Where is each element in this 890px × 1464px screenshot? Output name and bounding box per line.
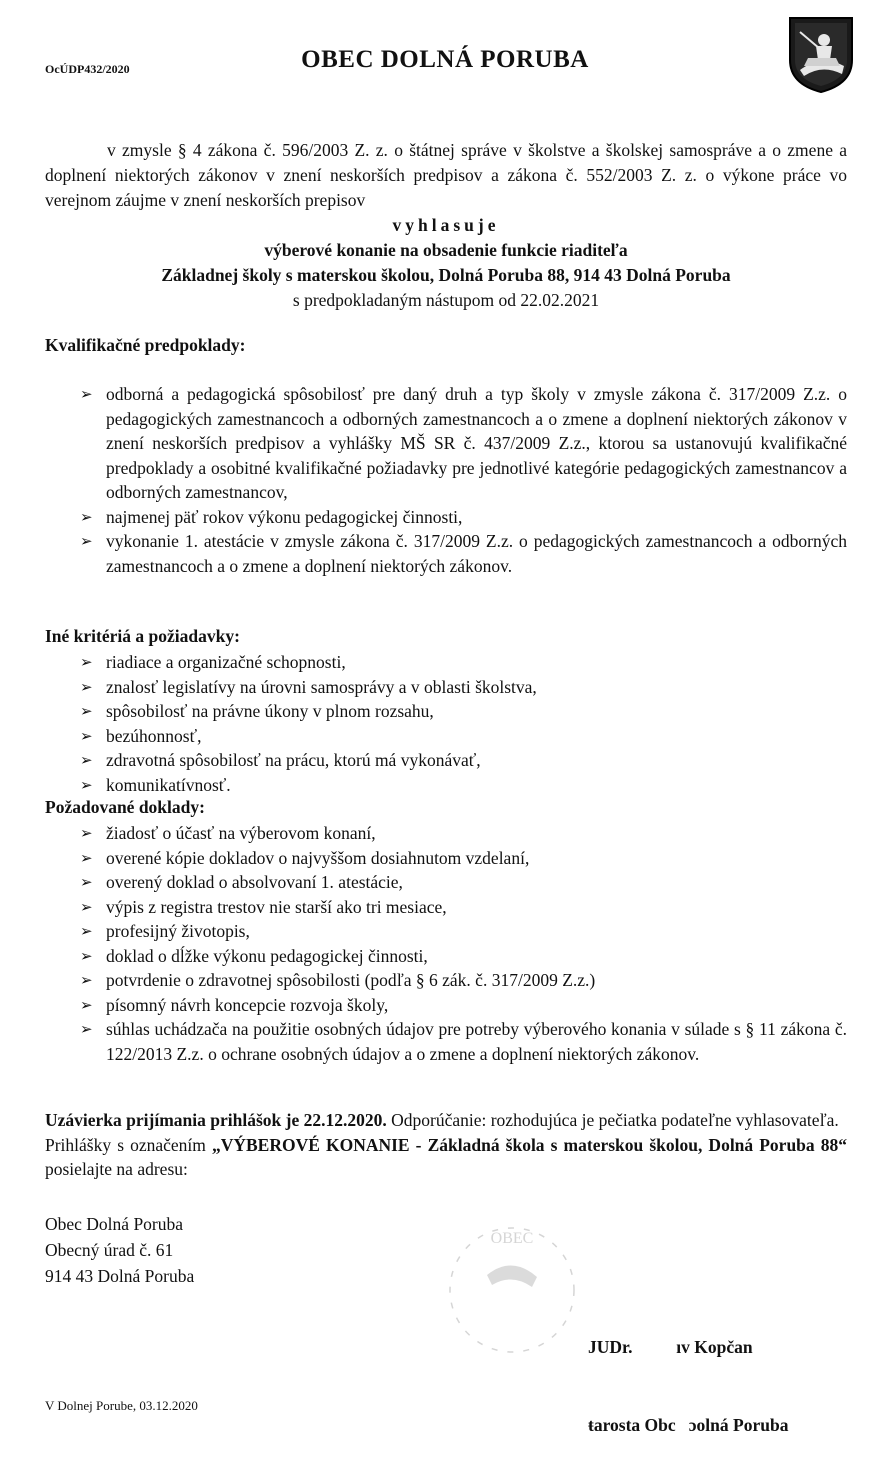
- announce-line-2: Základnej školy s materskou školou, Dolná Poruba 88, 914 43 Dolná Poruba: [161, 265, 731, 285]
- arrowhead-bullet-icon: ➢: [80, 728, 93, 745]
- arrowhead-bullet-icon: ➢: [80, 850, 93, 867]
- signature-title: ŧarosta Obc ɔolná Poruba: [588, 1415, 789, 1435]
- arrowhead-bullet-icon: ➢: [80, 899, 93, 916]
- arrowhead-bullet-icon: ➢: [80, 997, 93, 1014]
- arrowhead-bullet-icon: ➢: [80, 679, 93, 696]
- municipal-crest-icon: [786, 14, 856, 94]
- list-item: ➢ profesijný životopis,: [80, 919, 847, 944]
- arrowhead-bullet-icon: ➢: [80, 948, 93, 965]
- arrowhead-bullet-icon: ➢: [80, 534, 93, 550]
- place-date: V Dolnej Porube, 03.12.2020: [45, 1398, 198, 1413]
- list-item: ➢ overené kópie dokladov o najvyššom dosiahnutom vzdelaní,: [80, 846, 847, 871]
- list-item: ➢ výpis z registra trestov nie starší ako tri mesiace,: [80, 895, 847, 920]
- list-item: ➢ bezúhonnosť,: [80, 724, 847, 749]
- arrowhead-bullet-icon: ➢: [80, 1022, 93, 1038]
- arrowhead-bullet-icon: ➢: [80, 387, 93, 403]
- list-item: ➢ znalosť legislatívy na úrovni samosprávy a v oblasti školstva,: [80, 675, 847, 700]
- official-stamp-icon: [432, 1215, 592, 1365]
- document-title: OBEC DOLNÁ PORUBA: [301, 46, 589, 73]
- qualifications-list: [80, 382, 847, 578]
- arrowhead-bullet-icon: ➢: [80, 924, 93, 940]
- envelope-label: „VÝBEROVÉ KONANIE - Základná škola s materskou školou, Dolná Poruba 88“: [211, 1134, 847, 1155]
- arrowhead-bullet-icon: ➢: [80, 777, 93, 794]
- list-item: ➢ zdravotná spôsobilosť na prácu, ktorú má vykonávať,: [80, 748, 847, 773]
- closing-section: [45, 1108, 847, 1182]
- list-item: ➢ riadiace a organizačné schopnosti,: [80, 650, 847, 675]
- address-line-3: 914 43 Dolná Poruba: [45, 1266, 195, 1286]
- list-item: ➢ najmenej päť rokov výkonu pedagogickej činnosti,: [80, 505, 847, 530]
- list-item: ➢ žiadosť o účasť na výberovom konaní,: [80, 821, 847, 846]
- arrowhead-bullet-icon: ➢: [80, 826, 93, 842]
- criteria-list: [80, 650, 847, 797]
- mailing-address: [45, 1211, 194, 1289]
- arrowhead-bullet-icon: ➢: [80, 704, 93, 720]
- applications-paragraph: Prihlášky s označením „VÝBEROVÉ KONANIE - Základná škola s materskou školou, Dolná Poruba 88“ posielajte na adresu:: [45, 1134, 847, 1179]
- deadline-text: Uzávierka prijímania prihlášok je 22.12.2020.: [45, 1110, 387, 1130]
- deadline-paragraph: [45, 1108, 847, 1133]
- intro-paragraph: v zmysle § 4 zákona č. 596/2003 Z. z. o štátnej správe v školstve a školskej samospráve a o zmene a doplnení niektorých zákonov v znení neskorších predpisov a zákona č. 552/2003 Z. z. o výkone práce vo verejnom záujme v znení neskorších prepisov: [45, 140, 847, 210]
- start-date-line: s predpokladaným nástupom od 22.02.2021: [292, 290, 600, 310]
- list-item: ➢ súhlas uchádzača na použitie osobných údajov pre potreby výberového konania v súlade s § 11 zákona č. 122/2013 Z.z. o ochrane osobných údajov a o zmene a doplnení niektorých zákonov.: [80, 1019, 847, 1064]
- documents-heading: Požadované doklady:: [45, 797, 205, 817]
- announce-line-1: výberové konanie na obsadenie funkcie riaditeľa: [264, 240, 628, 260]
- address-line-2: Obecný úrad č. 61: [45, 1240, 174, 1260]
- list-item: ➢ doklad o dĺžke výkonu pedagogickej činnosti,: [80, 944, 847, 969]
- arrowhead-bullet-icon: ➢: [80, 655, 93, 671]
- criteria-heading: Iné kritériá a požiadavky:: [45, 626, 240, 646]
- signature-name: JUDr. ıv Kopčan: [588, 1337, 753, 1357]
- address-line-1: Obec Dolná Poruba: [45, 1214, 184, 1234]
- list-item: ➢ overený doklad o absolvovaní 1. atestácie,: [80, 870, 847, 895]
- arrowhead-bullet-icon: ➢: [80, 509, 93, 526]
- arrowhead-bullet-icon: ➢: [80, 875, 93, 891]
- list-item: ➢ písomný návrh koncepcie rozvoja školy,: [80, 993, 847, 1018]
- arrowhead-bullet-icon: ➢: [80, 753, 93, 769]
- list-item: ➢ spôsobilosť na právne úkony v plnom rozsahu,: [80, 699, 847, 724]
- documents-list: [80, 821, 847, 1066]
- recommendation-text: Odporúčanie: rozhodujúca je pečiatka podateľne vyhlasovateľa.: [386, 1110, 839, 1130]
- announce-heading: vyhlasuje: [392, 215, 500, 235]
- arrowhead-bullet-icon: ➢: [80, 973, 93, 989]
- stamp-text: OBEC: [490, 1230, 534, 1247]
- list-item: ➢ vykonanie 1. atestácie v zmysle zákona č. 317/2009 Z.z. o pedagogických zamestnancoch a odborných zamestnancoch a o zmene a doplnení niektorých zákonov.: [80, 531, 847, 576]
- list-item: ➢ potvrdenie o zdravotnej spôsobilosti (podľa § 6 zák. č. 317/2009 Z.z.): [80, 968, 847, 993]
- qualifications-heading: Kvalifikačné predpoklady:: [45, 335, 246, 355]
- document-reference: OcÚDP432/2020: [45, 62, 130, 76]
- signature-block: [588, 1282, 788, 1464]
- list-item: ➢ komunikatívnosť.: [80, 773, 847, 798]
- list-item: ➢ odborná a pedagogická spôsobilosť pre daný druh a typ školy v zmysle zákona č. 317/2009 Z.z. o pedagogických zamestnancoch a odborných zamestnancoch a o zmene a doplnení niektorých zákonov v znení neskorších predpisov a vyhlášky MŠ SR č. 437/2009 Z.z., ktorou sa ustanovujú kvalifikačné predpoklady a osobitné kvalifikačné požiadavky pre jednotlivé kategórie pedagogických zamestnancov a odborných zamestnancov,: [80, 384, 847, 502]
